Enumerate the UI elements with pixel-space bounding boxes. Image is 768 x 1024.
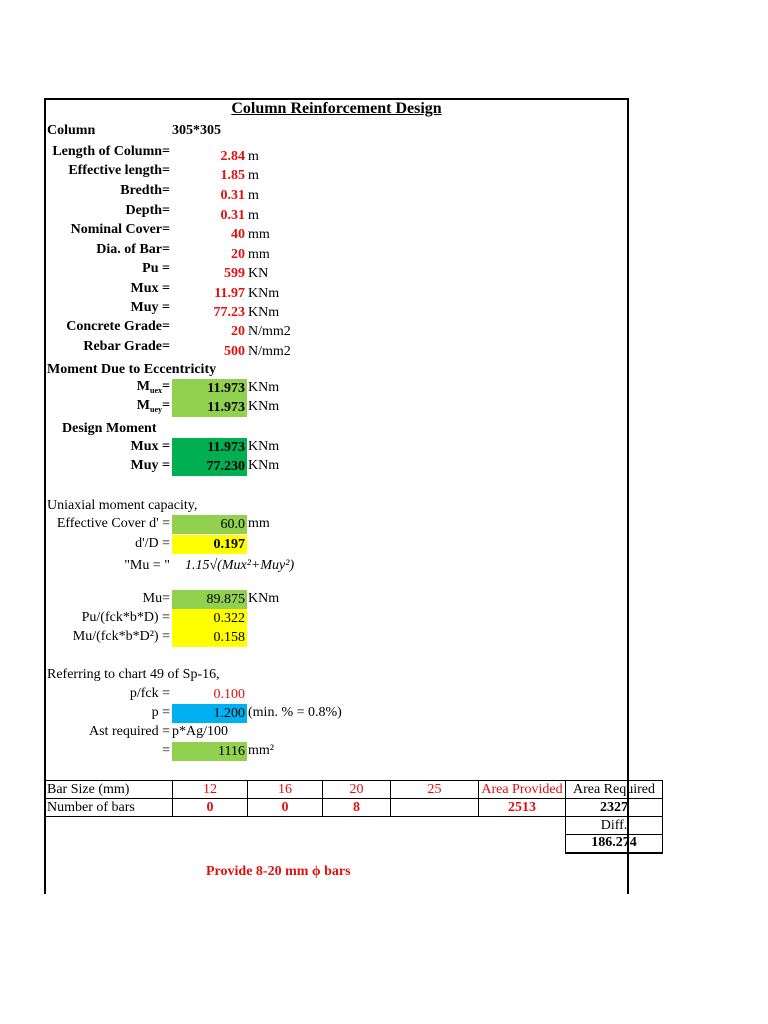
- muex-unit: KNm: [248, 380, 280, 395]
- input-value[interactable]: 500: [224, 344, 245, 359]
- p-value[interactable]: 1.200: [172, 704, 247, 723]
- input-value[interactable]: 40: [231, 227, 245, 242]
- eff-cover-label: Effective Cover d' =: [56, 516, 170, 531]
- bar-count-label: Number of bars: [45, 799, 173, 817]
- input-value[interactable]: 2.84: [220, 149, 245, 164]
- area-provided-label: Area Provided: [479, 781, 566, 799]
- input-unit: mm: [248, 247, 270, 262]
- eff-cover-unit: mm: [248, 516, 270, 531]
- input-value[interactable]: 0.31: [220, 188, 245, 203]
- muex-value[interactable]: 11.973: [172, 379, 247, 398]
- diff-label: Diff.: [566, 817, 663, 835]
- pu-ratio-label: Pu/(fck*b*D) =: [81, 610, 170, 625]
- input-label: Rebar Grade=: [83, 339, 170, 354]
- input-unit: N/mm2: [248, 324, 291, 339]
- input-label: Mux =: [130, 281, 170, 296]
- input-unit: KNm: [248, 305, 280, 320]
- ast-label: Ast required =: [89, 724, 170, 739]
- bar-size-16[interactable]: 16: [248, 781, 323, 799]
- blank-cell: [45, 817, 566, 835]
- mu-ratio-value[interactable]: 0.158: [172, 628, 247, 647]
- pu-ratio-value[interactable]: 0.322: [172, 609, 247, 628]
- input-unit: KN: [248, 266, 269, 281]
- bar-count-20[interactable]: 8: [323, 799, 391, 817]
- d-ratio-label: d'/D =: [135, 536, 170, 551]
- bar-table: [44, 780, 663, 854]
- column-size: 305*305: [172, 123, 221, 138]
- input-unit: mm: [248, 227, 270, 242]
- column-label: Column: [47, 123, 96, 138]
- formula-label: "Mu = ": [124, 558, 170, 573]
- input-value[interactable]: 20: [231, 247, 245, 262]
- input-label: Bredth=: [120, 183, 170, 198]
- bar-size-12[interactable]: 12: [173, 781, 248, 799]
- mu-label: Mu=: [142, 591, 170, 606]
- diff-value-row: [45, 835, 663, 853]
- input-label: Pu =: [142, 261, 170, 276]
- input-value[interactable]: 20: [231, 324, 245, 339]
- ast-formula: p*Ag/100: [172, 724, 228, 739]
- design-muy-unit: KNm: [248, 458, 280, 473]
- input-value[interactable]: 77.23: [213, 305, 245, 320]
- input-value[interactable]: 11.97: [214, 286, 245, 301]
- input-unit: KNm: [248, 286, 280, 301]
- conclusion: Provide 8-20 mm ϕ bars: [206, 864, 351, 879]
- p-fck-label: p/fck =: [129, 686, 170, 701]
- d-ratio-value[interactable]: 0.197: [172, 535, 247, 554]
- bar-size-25[interactable]: 25: [391, 781, 479, 799]
- muey-unit: KNm: [248, 399, 280, 414]
- mu-formula: 1.15√(Mux²+Muy²): [185, 558, 295, 573]
- page-title: Column Reinforcement Design: [231, 100, 442, 117]
- input-unit: m: [248, 208, 259, 223]
- bar-count-16[interactable]: 0: [248, 799, 323, 817]
- bar-count-row: [45, 799, 663, 817]
- input-label: Muy =: [130, 300, 170, 315]
- design-mux-value[interactable]: 11.973: [172, 438, 247, 457]
- design-muy-value[interactable]: 77.230: [172, 457, 247, 476]
- mu-value[interactable]: 89.875: [172, 590, 247, 609]
- blank-cell: [45, 835, 566, 853]
- area-required-label: Area Required: [566, 781, 663, 799]
- uniaxial-heading: Uniaxial moment capacity,: [47, 498, 198, 513]
- p-fck-value[interactable]: 0.100: [213, 687, 245, 702]
- mu-ratio-label: Mu/(fck*b*D²) =: [72, 629, 170, 644]
- ast-unit: mm²: [248, 743, 274, 758]
- chart-ref-heading: Referring to chart 49 of Sp-16,: [47, 667, 220, 682]
- area-provided-value: 2513: [479, 799, 566, 817]
- input-unit: m: [248, 149, 259, 164]
- design-mux-unit: KNm: [248, 439, 280, 454]
- bar-size-20[interactable]: 20: [323, 781, 391, 799]
- input-value[interactable]: 0.31: [220, 208, 245, 223]
- bar-size-row: [45, 781, 663, 799]
- ast-eq-label: =: [162, 743, 170, 758]
- input-label: Concrete Grade=: [66, 319, 170, 334]
- diff-label-row: [45, 817, 663, 835]
- input-label: Effective length=: [68, 163, 170, 178]
- muey-label: $M_{uey}=$: [136, 398, 170, 414]
- input-label: Nominal Cover=: [70, 222, 170, 237]
- input-value[interactable]: 599: [224, 266, 245, 281]
- input-label: Dia. of Bar=: [96, 242, 170, 257]
- eff-cover-value[interactable]: 60.0: [172, 515, 247, 534]
- design-muy-label: Muy =: [130, 458, 170, 473]
- p-note: (min. % = 0.8%): [248, 705, 342, 720]
- input-value[interactable]: 1.85: [220, 168, 245, 183]
- p-label: p =: [151, 705, 170, 720]
- diff-value: 186.274: [566, 835, 663, 853]
- muex-label: $M_{uex}=$: [136, 379, 170, 395]
- bar-count-25[interactable]: [391, 799, 479, 817]
- ast-value[interactable]: 1116: [172, 742, 247, 761]
- eccentricity-heading: Moment Due to Eccentricity: [47, 362, 217, 377]
- input-unit: m: [248, 168, 259, 183]
- input-label: Length of Column=: [52, 144, 170, 159]
- muey-value[interactable]: 11.973: [172, 398, 247, 417]
- input-unit: N/mm2: [248, 344, 291, 359]
- design-moment-heading: Design Moment: [62, 421, 157, 436]
- area-required-value: 2327: [566, 799, 663, 817]
- input-label: Depth=: [125, 203, 170, 218]
- mu-unit: KNm: [248, 591, 280, 606]
- input-unit: m: [248, 188, 259, 203]
- design-mux-label: Mux =: [130, 439, 170, 454]
- bar-count-12[interactable]: 0: [173, 799, 248, 817]
- bar-size-label: Bar Size (mm): [45, 781, 173, 799]
